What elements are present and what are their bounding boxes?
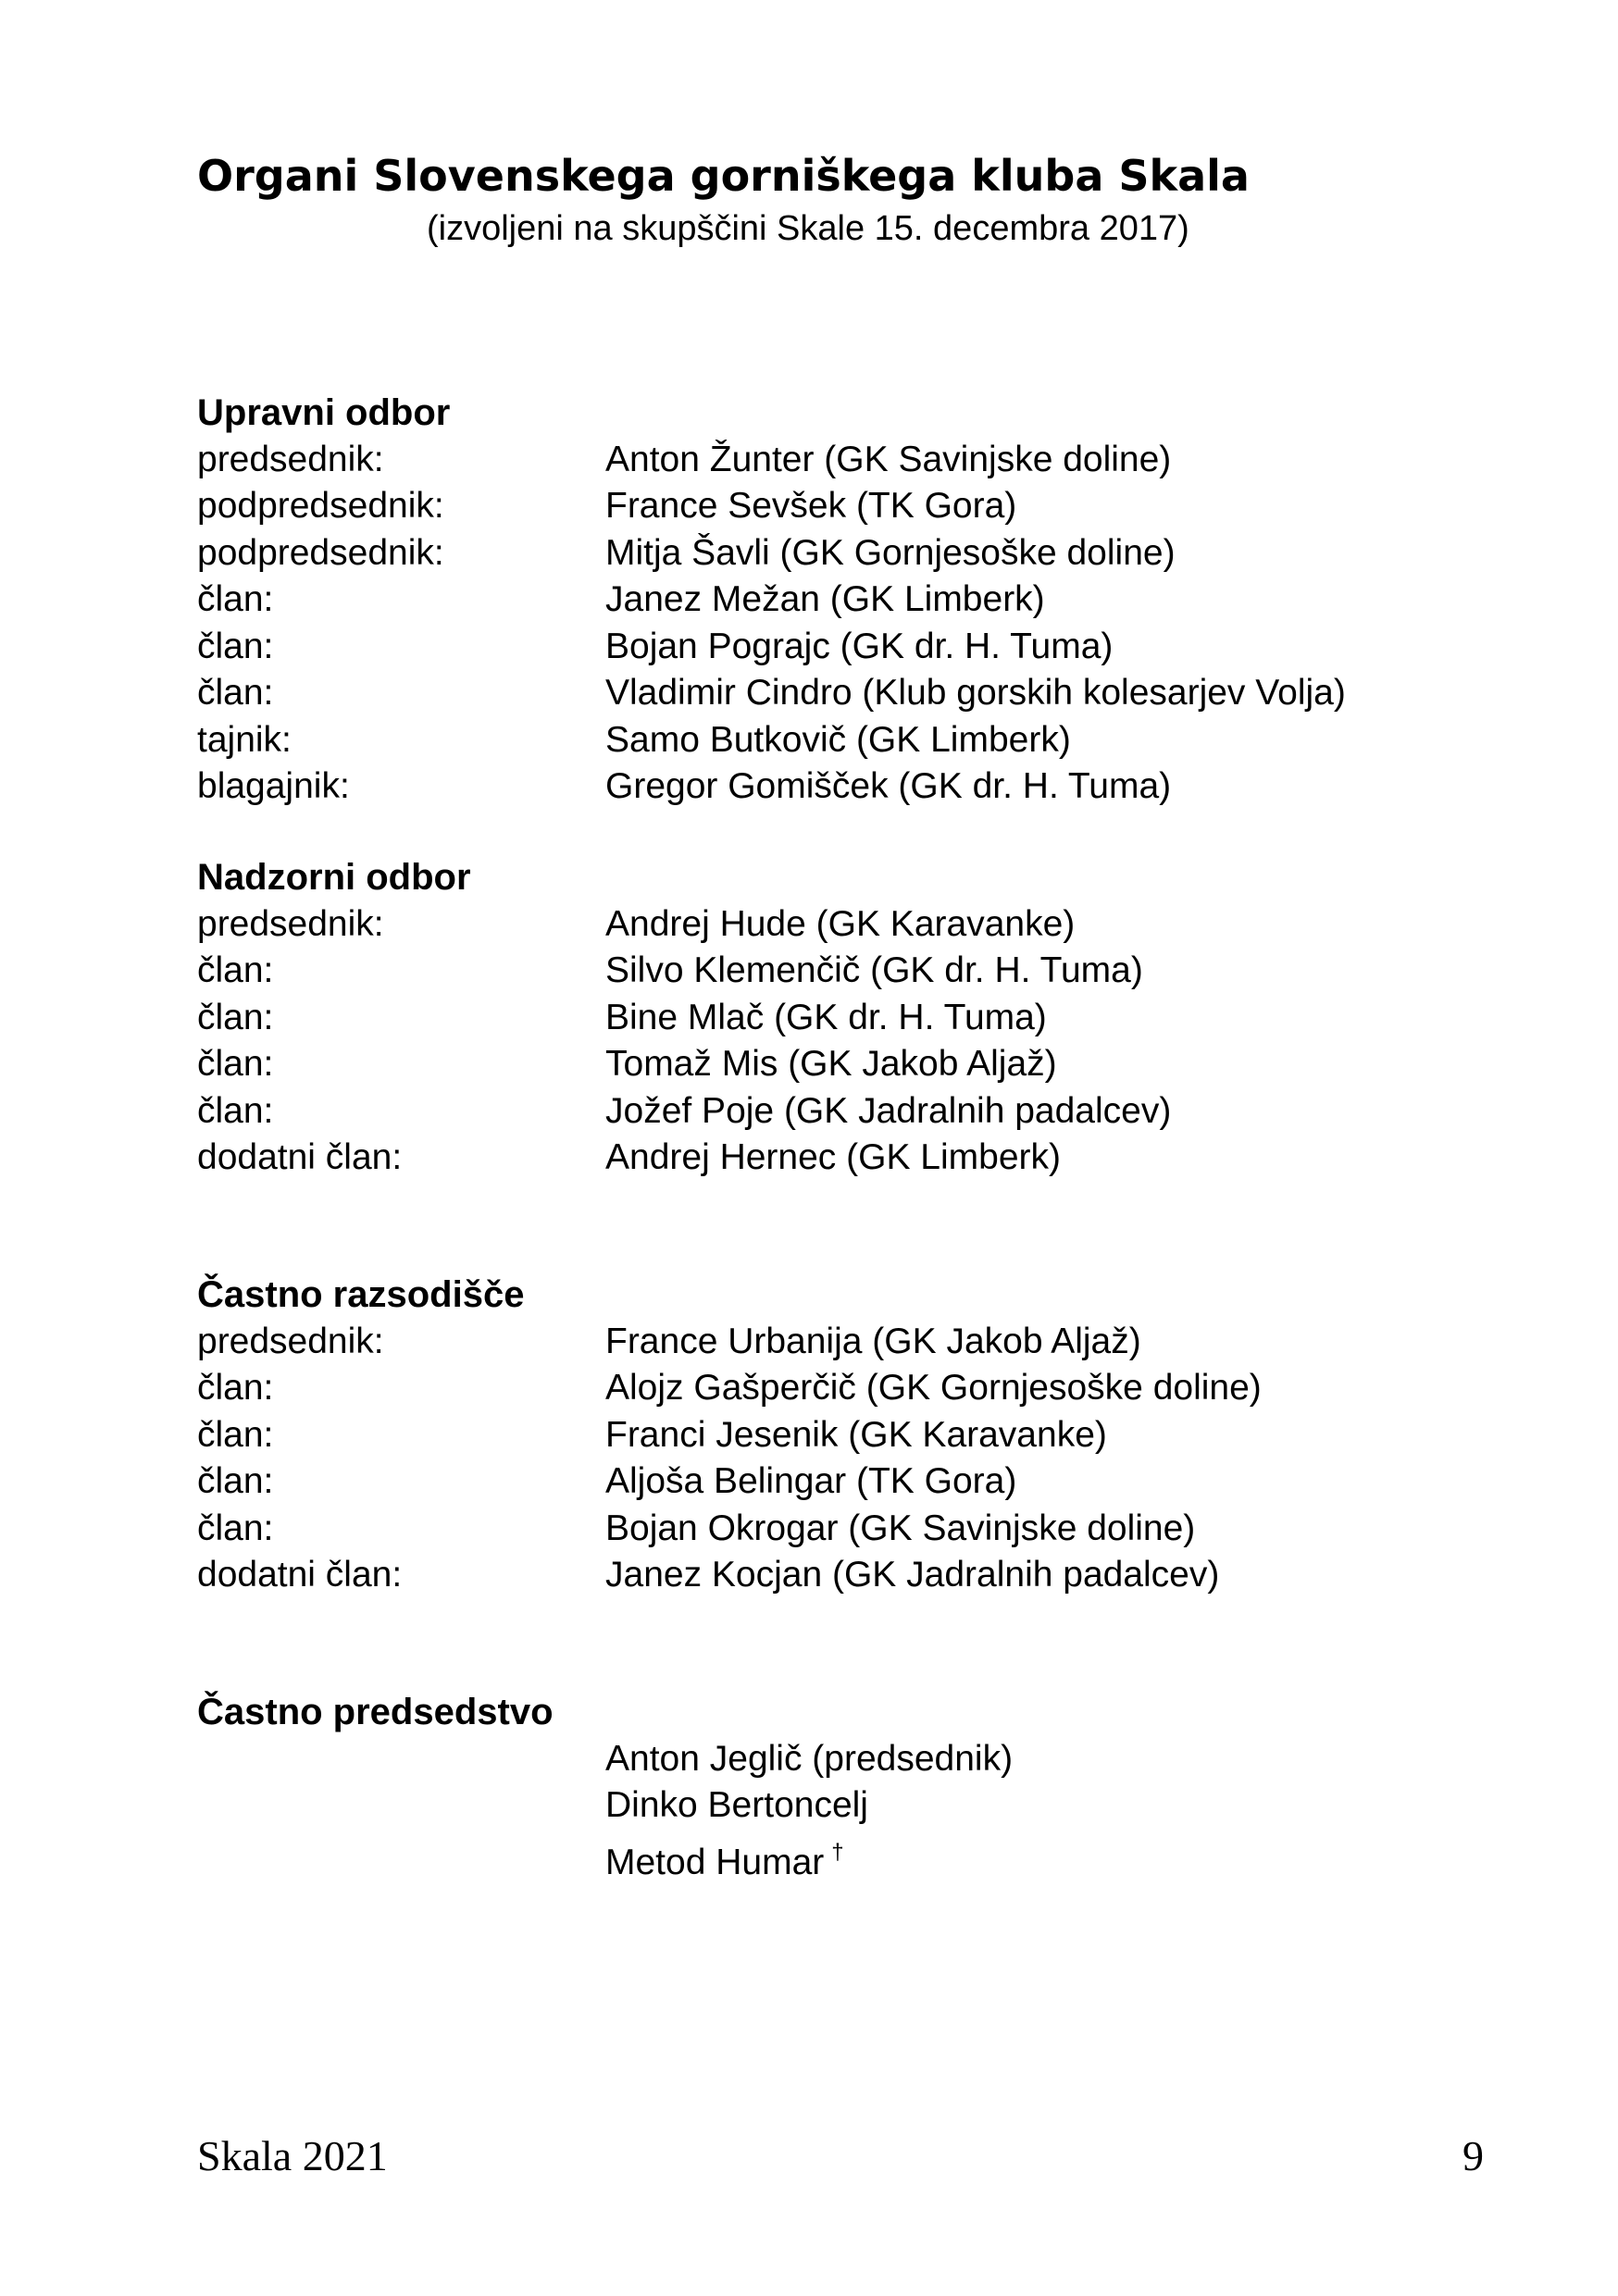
- honorary-member: [197, 1736, 1013, 1783]
- member-name: Vladimir Cindro (Klub gorskih kolesarjev Volja): [605, 673, 1346, 714]
- page-number: 9: [1462, 2132, 1484, 2179]
- member-name: Samo Butkovič (GK Limberk): [605, 719, 1071, 760]
- page-title: Organi Slovenskega gorniškega kluba Skala: [197, 151, 1250, 201]
- honorary-member-name: Anton Jeglič (predsednik): [605, 1738, 1014, 1779]
- member-row: [197, 948, 1171, 995]
- member-name: Gregor Gomišček (GK dr. H. Tuma): [605, 766, 1172, 807]
- member-role: član:: [197, 1508, 274, 1548]
- member-row: [197, 530, 1346, 577]
- section-nadzorni-odbor: [197, 854, 1171, 1182]
- member-name: Janez Mežan (GK Limberk): [605, 579, 1045, 620]
- member-row: [197, 995, 1171, 1042]
- member-role: dodatni član:: [197, 1137, 403, 1178]
- member-role: član:: [197, 950, 274, 991]
- member-name: Anton Žunter (GK Savinjske doline): [605, 439, 1172, 479]
- member-role: član:: [197, 1368, 274, 1409]
- member-role: predsednik:: [197, 439, 384, 479]
- member-row: [197, 1041, 1171, 1088]
- member-row: [197, 717, 1346, 764]
- member-name: Andrej Hernec (GK Limberk): [605, 1137, 1061, 1178]
- member-name: Aljoša Belingar (TK Gora): [605, 1461, 1017, 1502]
- member-role: član:: [197, 1461, 274, 1502]
- member-row: [197, 1552, 1262, 1599]
- member-row: [197, 1458, 1262, 1506]
- member-name: Janez Kocjan (GK Jadralnih padalcev): [605, 1555, 1220, 1595]
- member-name: Bojan Pograjc (GK dr. H. Tuma): [605, 626, 1114, 666]
- member-role: član:: [197, 579, 274, 620]
- honorary-member: [197, 1830, 1013, 1882]
- member-role: predsednik:: [197, 903, 384, 944]
- member-name: Bine Mlač (GK dr. H. Tuma): [605, 997, 1047, 1037]
- member-role: član:: [197, 673, 274, 714]
- member-name: Silvo Klemenčič (GK dr. H. Tuma): [605, 950, 1143, 991]
- member-row: [197, 483, 1346, 530]
- member-role: tajnik:: [197, 719, 292, 760]
- member-name: Bojan Okrogar (GK Savinjske doline): [605, 1508, 1196, 1548]
- section-upravni-odbor: [197, 390, 1346, 811]
- member-row: [197, 1319, 1262, 1366]
- member-name: Franci Jesenik (GK Karavanke): [605, 1414, 1107, 1455]
- member-role: dodatni član:: [197, 1555, 403, 1595]
- member-role: član:: [197, 626, 274, 666]
- section-heading: Nadzorni odbor: [197, 857, 471, 898]
- honorary-member-name: Metod Humar: [605, 1842, 825, 1882]
- member-row: [197, 1365, 1262, 1412]
- honorary-member: [197, 1782, 1013, 1830]
- member-name: Alojz Gašperčič (GK Gornjesoške doline): [605, 1368, 1262, 1409]
- member-row: [197, 1088, 1171, 1136]
- member-row: [197, 1506, 1262, 1553]
- member-name: Tomaž Mis (GK Jakob Aljaž): [605, 1044, 1057, 1085]
- member-name: Andrej Hude (GK Karavanke): [605, 903, 1076, 944]
- section-castno-razsodisce: [197, 1272, 1262, 1599]
- member-role: predsednik:: [197, 1321, 384, 1361]
- member-row: [197, 1135, 1171, 1182]
- member-name: France Sevšek (TK Gora): [605, 486, 1017, 527]
- member-name: France Urbanija (GK Jakob Aljaž): [605, 1321, 1141, 1361]
- member-row: [197, 437, 1346, 484]
- member-row: [197, 763, 1346, 811]
- member-role: podpredsednik:: [197, 532, 444, 573]
- section-heading: Upravni odbor: [197, 392, 451, 433]
- honorary-member-name: Dinko Bertoncelj: [605, 1785, 868, 1825]
- member-name: Mitja Šavli (GK Gornjesoške doline): [605, 532, 1176, 573]
- member-row: [197, 1412, 1262, 1459]
- member-role: blagajnik:: [197, 766, 350, 807]
- member-role: podpredsednik:: [197, 486, 444, 527]
- member-row: [197, 901, 1171, 949]
- section-castno-predsedstvo: [197, 1689, 1014, 1882]
- member-row: [197, 670, 1346, 717]
- footer-publication: Skala 2021: [197, 2132, 388, 2179]
- member-name: Jožef Poje (GK Jadralnih padalcev): [605, 1090, 1172, 1131]
- page-subtitle: (izvoljeni na skupščini Skale 15. decembra 2017): [427, 209, 1189, 248]
- section-heading: Častno predsedstvo: [197, 1692, 554, 1732]
- section-heading: Častno razsodišče: [197, 1274, 525, 1315]
- member-row: [197, 624, 1346, 671]
- deceased-mark: †: [831, 1839, 844, 1865]
- member-row: [197, 577, 1346, 624]
- member-role: član:: [197, 1044, 274, 1085]
- member-role: član:: [197, 1090, 274, 1131]
- member-role: član:: [197, 997, 274, 1037]
- member-role: član:: [197, 1414, 274, 1455]
